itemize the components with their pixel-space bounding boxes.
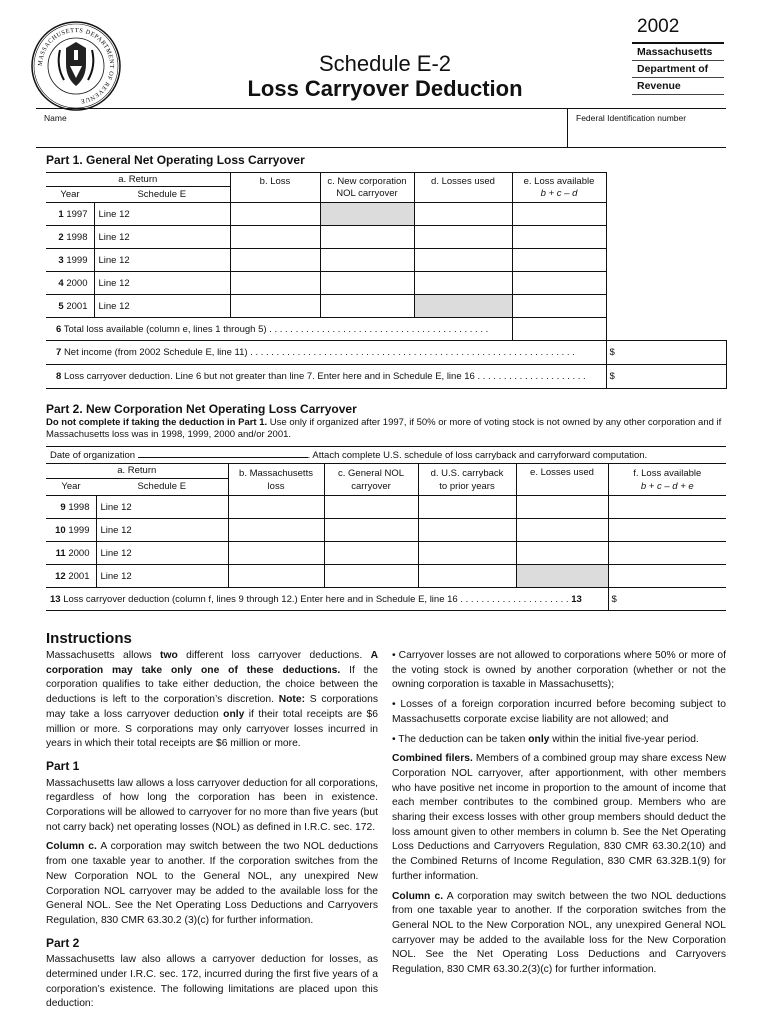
col-header-us-carryback: d. U.S. carryback to prior years [418, 464, 516, 496]
part1-paragraph: Massachusetts law allows a loss carryover deduction for all corporations, regardless of how long the corporation has been in existence. Corporations will be allowed to carryover for no more than five years (but not carry back) net operating losses (NOL) as defined in I.R.C. sec. 172. [46, 777, 378, 833]
col-header-return: a. Return Year Schedule E [46, 464, 228, 496]
table-row: 4 2000 Line 12 [46, 272, 726, 295]
shaded-cell [414, 295, 512, 318]
bullet-1: • Carryover losses are not allowed to corporations where 50% or more of the voting stock is owned by another corporation (whether or not the owning corporation is taxable in Massachusetts); [392, 650, 726, 691]
part2-title: Part 2. New Corporation Net Operating Loss Carryover [46, 402, 357, 416]
input-cell[interactable] [324, 542, 418, 565]
line-ref: Line 12 [94, 295, 230, 318]
table-row: 10 1999 Line 12 [46, 519, 726, 542]
input-cell[interactable] [512, 249, 606, 272]
line-ref: Line 12 [94, 272, 230, 295]
table-row: 2 1998 Line 12 [46, 226, 726, 249]
bullet-3: • The deduction can be taken only within the initial five-year period. [392, 733, 699, 745]
input-cell-line13[interactable]: $ [608, 588, 726, 611]
instructions-left-column [46, 649, 378, 1017]
input-cell[interactable] [324, 565, 418, 588]
line-ref: Line 12 [96, 496, 228, 519]
col-header-return: a. Return Year Schedule E [46, 173, 230, 203]
table-row: 11 2000 Line 12 [46, 542, 726, 565]
col-header-schedule-e: Schedule E [137, 481, 187, 492]
col-header-year: Year [61, 481, 81, 492]
form-subtitle: Loss Carryover Deduction [247, 76, 523, 101]
input-cell[interactable] [230, 226, 320, 249]
shaded-cell [516, 565, 608, 588]
combined-filers-paragraph: Combined filers. Members of a combined group may share excess New Corporation NOL carryover, after apportionment, with other members who have positive net income in proportion to the amount of income that each member contributes to the combined group. Members who are sharing their excess losses with other group members should deduct the loss amount given to other members in column b. See the Net Operating Loss Deductions and Carryovers Regulation, 830 CMR 63.30.2(10) and the Combined Returns of Income Regulation, 830 CMR 63.32B.1(9) for further information. [392, 753, 727, 882]
table-row: 6 Total loss available (column e, lines 1 through 5) . . . . . . . . . . . . . . . . . . . . . . . . . . . . . . . . . . . . . . . . . . [46, 318, 726, 341]
input-cell[interactable] [512, 226, 606, 249]
col-header-schedule-e: Schedule E [137, 189, 187, 200]
input-cell[interactable] [320, 272, 414, 295]
col-header-general-nol: c. General NOL carryover [324, 464, 418, 496]
input-cell[interactable] [414, 226, 512, 249]
part1-title: Part 1. General Net Operating Loss Carryover [46, 153, 305, 167]
input-cell[interactable] [228, 496, 324, 519]
svg-text:MASSACHUSETTS DEPARTMENT OF RE: MASSACHUSETTS DEPARTMENT OF REVENUE [36, 26, 116, 105]
line-ref: Line 12 [94, 249, 230, 272]
input-cell[interactable] [414, 272, 512, 295]
input-cell[interactable] [512, 295, 606, 318]
col-header-loss-available: e. Loss available b + c – d [512, 173, 606, 203]
input-cell[interactable] [230, 295, 320, 318]
input-cell[interactable] [608, 496, 726, 519]
divider [632, 94, 724, 95]
input-cell[interactable] [418, 496, 516, 519]
input-cell[interactable] [320, 226, 414, 249]
table-row: 13 Loss carryover deduction (column f, lines 9 through 12.) Enter here and in Schedule E, line 16 . . . . . . . . . . . . . . . . . . . . . 13 $ [46, 588, 726, 611]
instructions-title: Instructions [46, 630, 132, 647]
input-cell[interactable] [324, 496, 418, 519]
form-title: Schedule E-2 [318, 51, 452, 76]
shaded-cell [320, 203, 414, 226]
column-c-paragraph: Column c. A corporation may switch between the two NOL deductions from one taxable year to another. If the corporation switches from the New Corporation NOL to the General NOL, any unexpired New Corporation NOL carryover may be added to the available loss for the General NOL. See the Net Operating Loss Deductions and Carryovers Regulation, 830 CMR 63.30.2 (3)(c) for further information. [46, 841, 378, 926]
divider [632, 60, 724, 61]
col-header-loss-available: f. Loss available b + c – d + e [608, 464, 726, 496]
form-year: 2002 [637, 16, 680, 37]
col-header-loss: b. Loss [230, 173, 320, 203]
table-row: 7 Net income (from 2002 Schedule E, line 11) . . . . . . . . . . . . . . . . . . . . . . . . . . . . . . . . . . . . . . . . . . . . . . . . . . . . . . . . . . . . . . $ [46, 341, 726, 365]
name-row [36, 108, 726, 148]
dept-line-3: Revenue [637, 80, 681, 92]
part2-note: Do not complete if taking the deduction in Part 1. Use only if organized after 1997, if 50% or more of voting stock is not owned by any other corporation and if Massachusetts loss was in 1998, 1999, 2000 and/or 2001. [46, 417, 722, 440]
input-cell[interactable] [608, 519, 726, 542]
input-cell[interactable] [512, 203, 606, 226]
line-ref: Line 12 [94, 203, 230, 226]
col-header-losses-used: e. Losses used [516, 464, 608, 496]
input-cell[interactable] [516, 496, 608, 519]
input-cell[interactable] [418, 542, 516, 565]
input-cell[interactable] [608, 542, 726, 565]
name-label: Name [44, 113, 67, 123]
instructions-right-column [392, 649, 726, 983]
department-seal [30, 20, 122, 112]
fid-label: Federal Identification number [576, 113, 687, 123]
input-cell[interactable] [228, 565, 324, 588]
part1-heading: Part 1 [46, 758, 80, 773]
input-cell[interactable] [414, 249, 512, 272]
column-c-paragraph-right: Column c. A corporation may switch between the two NOL deductions from one taxable year to another. If the corporation switches from the General NOL to the New Corporation NOL, any unexpired General NOL carryover may be added to the available loss for the New Corporation NOL. See the Net Operating Loss Deductions and Carryovers Regulation, 830 CMR 63.30.2(3)(c) for further information. [392, 890, 726, 976]
divider [632, 42, 724, 44]
table-row: 5 2001 Line 12 [46, 295, 726, 318]
table-row: 8 Loss carryover deduction. Line 6 but not greater than line 7. Enter here and in Schedule E, line 16 . . . . . . . . . . . . . . . . . . . . . $ [46, 365, 726, 389]
input-cell[interactable] [228, 519, 324, 542]
dept-line-2: Department of [637, 63, 709, 75]
input-cell[interactable] [418, 565, 516, 588]
col-header-losses-used: d. Losses used [414, 173, 512, 203]
col-header-year: Year [60, 189, 80, 200]
input-cell[interactable] [230, 272, 320, 295]
input-cell[interactable] [516, 542, 608, 565]
table-row: 3 1999 Line 12 [46, 249, 726, 272]
input-cell[interactable] [230, 249, 320, 272]
fid-field[interactable] [568, 121, 724, 147]
input-cell[interactable] [414, 203, 512, 226]
input-cell[interactable] [608, 565, 726, 588]
part1-table [46, 172, 727, 389]
col-header-new-corp: c. New corporation NOL carryover [320, 173, 414, 203]
line-ref: Line 12 [96, 542, 228, 565]
input-cell-line8[interactable]: $ [606, 365, 726, 389]
dept-line-1: Massachusetts [637, 46, 713, 58]
input-cell[interactable] [324, 519, 418, 542]
line-ref: Line 12 [94, 226, 230, 249]
input-cell[interactable] [516, 519, 608, 542]
col-header-mass-loss: b. Massachusetts loss [228, 464, 324, 496]
input-cell[interactable] [512, 272, 606, 295]
input-cell[interactable] [228, 542, 324, 565]
input-cell-line6[interactable] [512, 318, 606, 341]
input-cell-line7[interactable]: $ [606, 341, 726, 365]
part2-paragraph: Massachusetts law also allows a carryover deduction for losses, as determined under I.R.C. sec. 172, incurred during the first five years of a corporation’s existence. The following limitations are placed upon this deduction: [46, 954, 378, 1010]
input-cell[interactable] [320, 249, 414, 272]
input-cell[interactable] [230, 203, 320, 226]
input-cell[interactable] [320, 295, 414, 318]
line-ref: Line 12 [96, 565, 228, 588]
divider [632, 77, 724, 78]
table-row: 9 1998 Line 12 [46, 496, 726, 519]
part2-heading: Part 2 [46, 935, 80, 950]
input-cell[interactable] [418, 519, 516, 542]
table-row: 1 1997 Line 12 [46, 203, 726, 226]
form-title-block [230, 52, 540, 102]
intro-paragraph: Massachusetts allows two different loss carryover deductions. A corporation may take only one of these deductions. If the corporation qualifies to take either deduction, the choice between the deductions is left to the corporation’s discretion. Note: S corporations may take a loss carryover deduction only if their total receipts are $6 million or more. S corporations may only carryover losses incurred in years in which their total receipts are $6 million or more. [46, 650, 378, 750]
name-field[interactable] [36, 121, 566, 147]
part2-table [46, 446, 726, 611]
date-field[interactable] [138, 449, 308, 458]
line-ref: Line 12 [96, 519, 228, 542]
bullet-2: • Losses of a foreign corporation incurred before becoming subject to Massachusetts corporate excise liability are not allowed; and [392, 699, 726, 725]
date-of-organization-row: Date of organization . Attach complete U.S. schedule of loss carryback and carryforward computation. [46, 447, 726, 464]
table-row: 12 2001 Line 12 [46, 565, 726, 588]
